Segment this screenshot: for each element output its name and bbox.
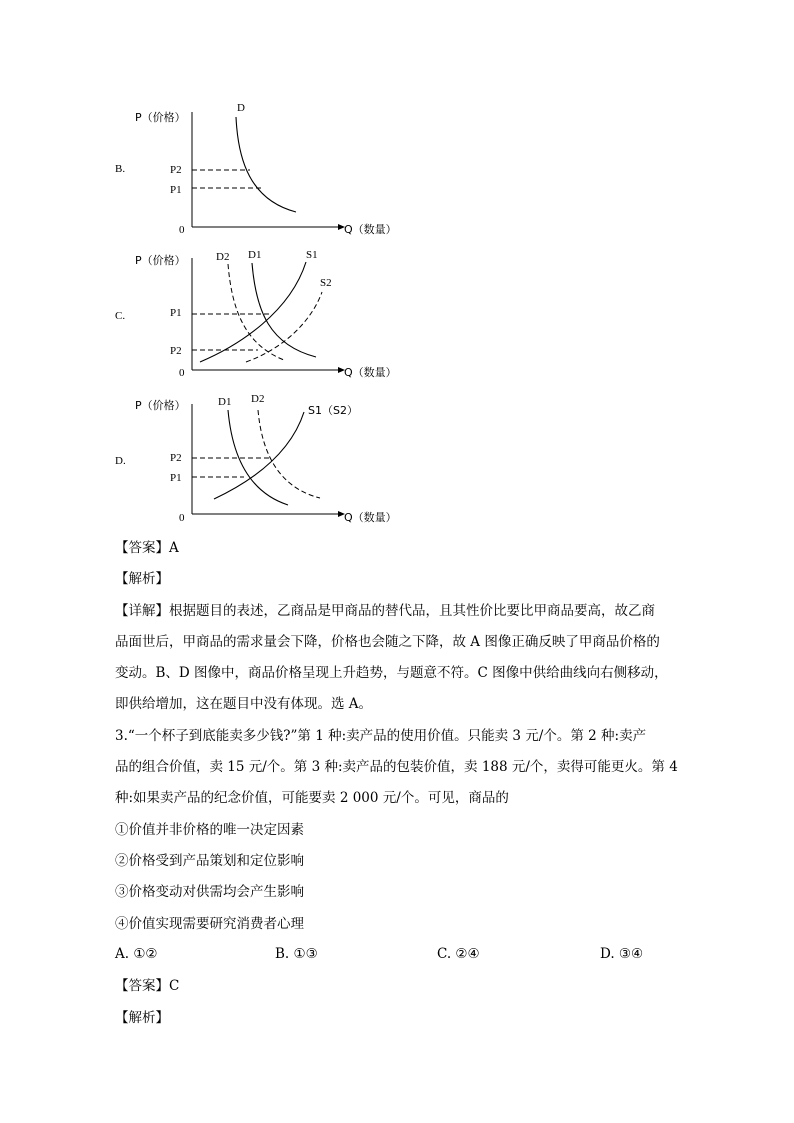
answer-label-q2: 【答案】A bbox=[115, 540, 179, 556]
chart-b-origin: 0 bbox=[179, 224, 185, 236]
statement-4: ④价值实现需要研究消费者心理 bbox=[115, 916, 304, 932]
chart-c-curve-label-d2: D2 bbox=[216, 251, 230, 263]
chart-c-curve-label-s2: S2 bbox=[320, 277, 332, 289]
chart-c-y-axis-label: P（价格） bbox=[135, 254, 186, 267]
statement-2: ②价格受到产品策划和定位影响 bbox=[115, 853, 304, 869]
question-3-line-2: 品的组合价值，卖 15 元/个。第 3 种:卖产品的包装价值，卖 188 元/个，卖得可能更火。第 4 bbox=[115, 759, 678, 775]
chart-c-curve-label-s1: S1 bbox=[306, 249, 318, 261]
chart-d-y-axis-label: P（价格） bbox=[135, 399, 186, 412]
detail-line-1: 【详解】根据题目的表述，乙商品是甲商品的替代品，且其性价比要比甲商品要高，故乙商 bbox=[115, 603, 655, 619]
chart-b-price-label-p1: P1 bbox=[170, 184, 182, 196]
detail-line-2: 品面世后，甲商品的需求量会下降，价格也会随之下降，故 A 图像正确反映了甲商品价格的 bbox=[115, 634, 660, 650]
choice-b: B. ①③ bbox=[275, 946, 318, 962]
detail-line-4: 即供给增加，这在题目中没有体现。选 A。 bbox=[115, 696, 373, 712]
chart-d bbox=[135, 393, 397, 524]
chart-b-price-label-p2: P2 bbox=[170, 164, 182, 176]
chart-b bbox=[135, 102, 397, 236]
chart-c-demand-curve-d1 bbox=[252, 263, 316, 357]
detail-line-3: 变动。B、D 图像中，商品价格呈现上升趋势，与题意不符。C 图像中供给曲线向右侧移动， bbox=[115, 665, 668, 681]
chart-d-price-label-p2: P2 bbox=[170, 452, 182, 464]
statement-1: ①价值并非价格的唯一决定因素 bbox=[115, 822, 304, 838]
chart-d-demand-curve-d2 bbox=[258, 410, 320, 498]
chart-d-curve-label-s1s2: S1（S2） bbox=[308, 404, 358, 417]
choice-c: C. ②④ bbox=[437, 946, 480, 962]
option-letter-d: D. bbox=[115, 455, 126, 467]
economics-graphs bbox=[0, 0, 794, 540]
chart-b-demand-curve bbox=[236, 117, 296, 212]
chart-c-price-label-p1: P1 bbox=[170, 307, 182, 319]
chart-d-curve-label-d2: D2 bbox=[251, 393, 265, 405]
chart-c-price-label-p2: P2 bbox=[170, 345, 182, 357]
chart-c bbox=[135, 249, 397, 379]
analysis-label-q2: 【解析】 bbox=[115, 571, 169, 587]
chart-d-supply-curve-s1 bbox=[214, 412, 304, 499]
chart-d-price-label-p1: P1 bbox=[170, 472, 182, 484]
chart-b-x-axis-label: Q（数量） bbox=[344, 223, 397, 236]
choice-a: A. ①② bbox=[115, 946, 158, 962]
chart-c-origin: 0 bbox=[179, 367, 185, 379]
chart-b-y-axis-label: P（价格） bbox=[135, 111, 186, 124]
chart-c-curve-label-d1: D1 bbox=[248, 249, 262, 261]
chart-d-origin: 0 bbox=[179, 512, 185, 524]
chart-d-x-axis-label: Q（数量） bbox=[344, 511, 397, 524]
option-letter-c: C. bbox=[115, 310, 126, 322]
question-3-line-1: 3.“一个杯子到底能卖多少钱?”第 1 种:卖产品的使用价值。只能卖 3 元/个。第 2 种:卖产 bbox=[115, 728, 647, 744]
option-letter-b: B. bbox=[115, 163, 126, 175]
choice-d: D. ③④ bbox=[600, 946, 644, 962]
answer-label-q3: 【答案】C bbox=[115, 978, 180, 994]
statement-3: ③价格变动对供需均会产生影响 bbox=[115, 884, 304, 900]
chart-c-x-axis-label: Q（数量） bbox=[344, 366, 397, 379]
chart-d-curve-label-d1: D1 bbox=[218, 396, 232, 408]
analysis-label-q3: 【解析】 bbox=[115, 1010, 169, 1026]
chart-b-curve-label-d: D bbox=[237, 102, 245, 114]
question-3-line-3: 种:如果卖产品的纪念价值，可能要卖 2 000 元/个。可见，商品的 bbox=[115, 790, 509, 806]
